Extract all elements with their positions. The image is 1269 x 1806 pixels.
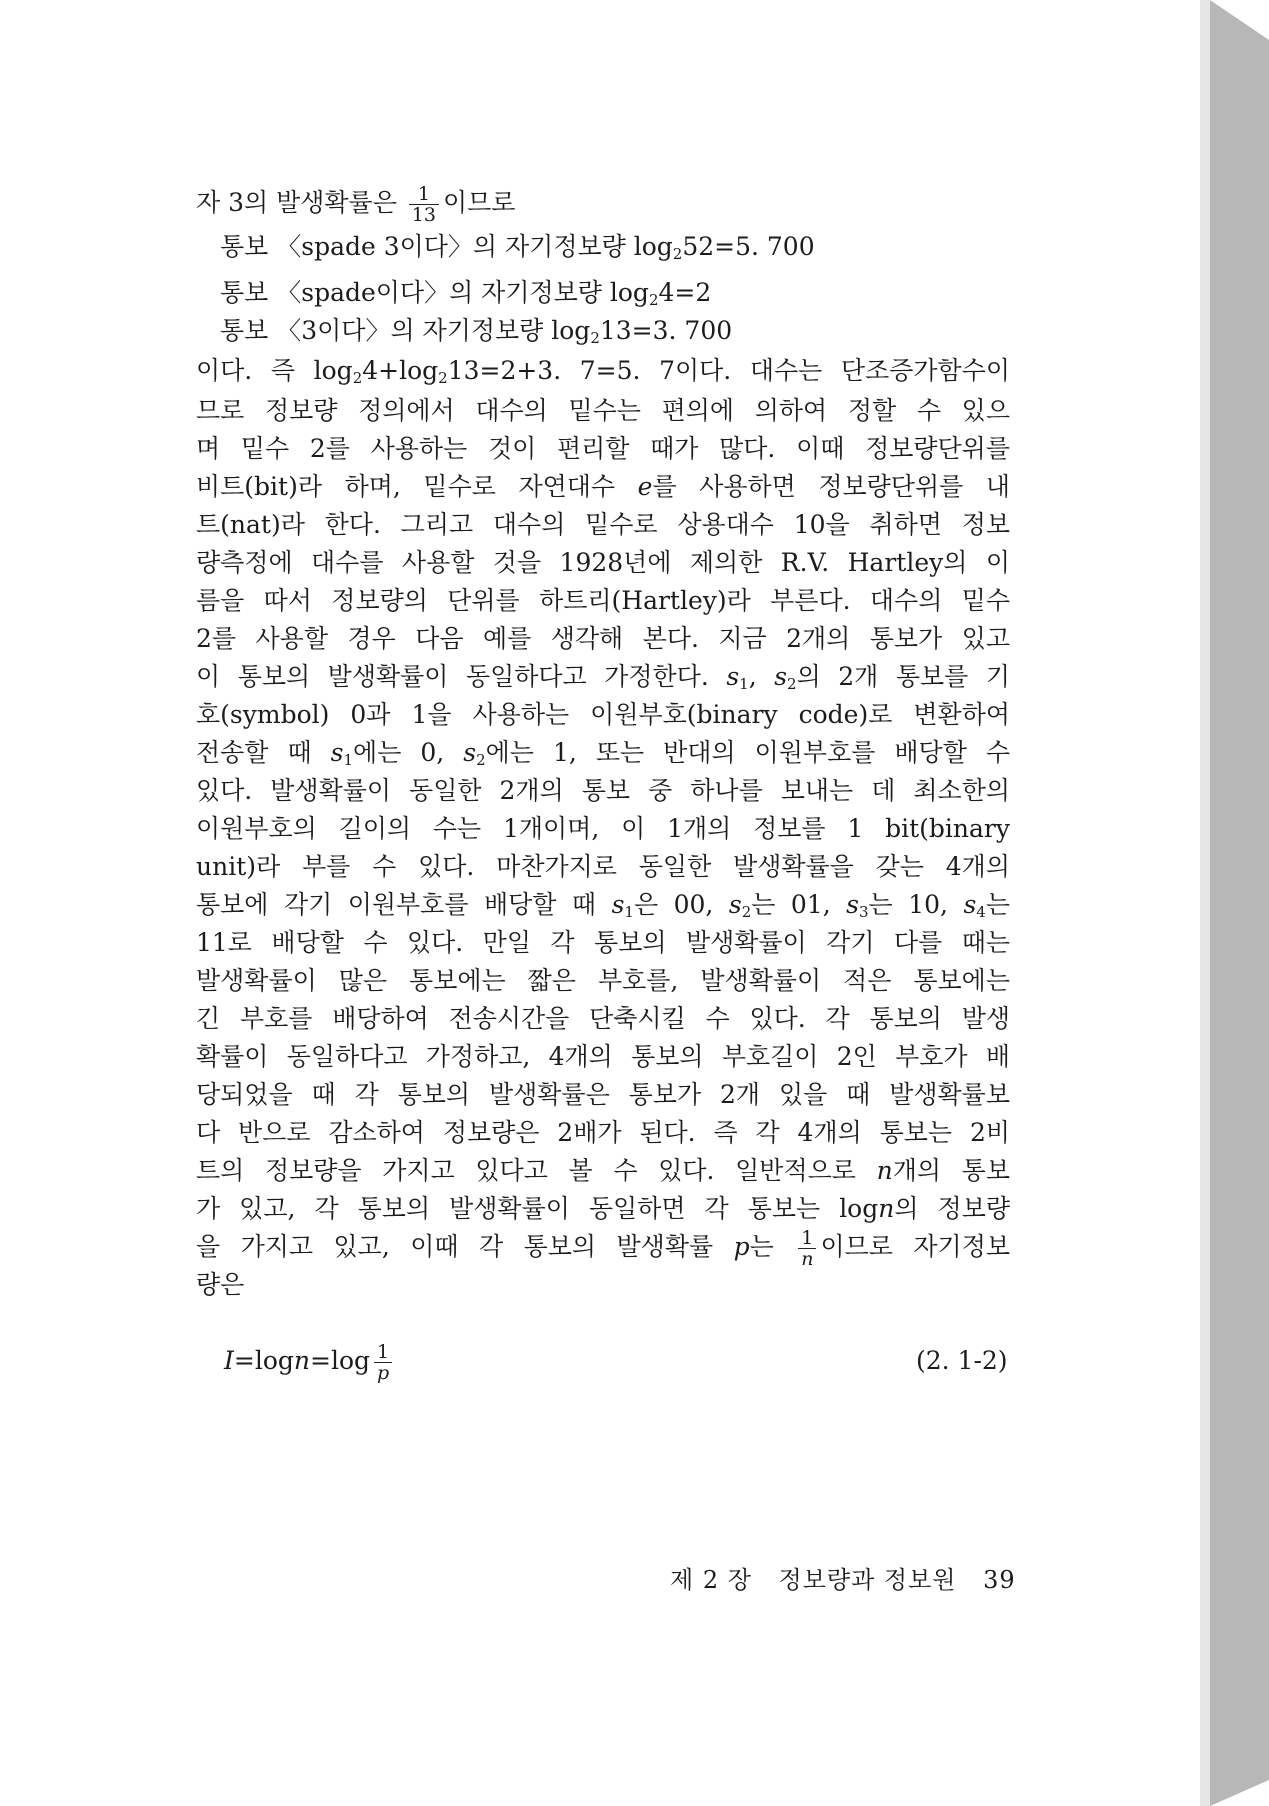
text-run: 이므로 자기정보 — [820, 1232, 1010, 1261]
math-variable: s — [611, 890, 625, 919]
paragraph-line: 발생확률이 많은 통보에는 짧은 부호를, 발생확률이 적은 통보에는 — [196, 966, 1010, 995]
fraction-numerator: 1 — [377, 1341, 390, 1363]
edge-highlight — [1200, 0, 1210, 1806]
text-run: , — [748, 662, 775, 691]
text-run: 는 — [985, 890, 1010, 919]
math-variable: n — [293, 1346, 310, 1375]
info-value: 13=3. 700 — [599, 316, 733, 345]
text-run: 에는 1, 또는 반대의 이원부호를 배당할 수 — [485, 738, 1011, 767]
log-base: 2 — [672, 245, 683, 263]
subscript: 3 — [859, 903, 869, 921]
math-variable: s — [726, 662, 740, 691]
text-run: 통보에 각기 이원부호를 배당할 때 — [196, 890, 612, 919]
paragraph-line: 2를 사용할 경우 다음 예를 생각해 본다. 지금 2개의 통보가 있고 — [196, 624, 1011, 653]
paragraph-line: 므로 정보량 정의에서 대수의 밑수는 편의에 의하여 정할 수 있으 — [196, 396, 1010, 425]
info-line-2 — [220, 272, 711, 314]
text-run: 에는 0, — [353, 738, 464, 767]
fraction-1-p — [374, 1342, 392, 1383]
paragraph-line: unit)라 부를 수 있다. 마찬가지로 동일한 발생확률을 갖는 4개의 — [196, 852, 1010, 881]
info-text: 통보 〈spade 3이다〉의 자기정보량 log — [220, 232, 673, 261]
subscript: 2 — [787, 675, 797, 693]
subscript: 1 — [343, 751, 354, 769]
paragraph-line — [196, 732, 1010, 774]
math-variable: s — [963, 890, 977, 919]
equation — [224, 1340, 396, 1383]
info-value: 4=2 — [658, 278, 712, 307]
fraction-1-n — [798, 1228, 816, 1269]
log-base: 2 — [590, 329, 600, 347]
subscript: 2 — [741, 903, 752, 921]
paragraph-line: 당되었을 때 각 통보의 발생확률은 통보가 2개 있을 때 발생확률보 — [196, 1080, 1010, 1109]
paragraph-line: 량측정에 대수를 사용할 것을 1928년에 제의한 R.V. Hartley의 이 — [196, 548, 1010, 577]
paragraph-line — [196, 1226, 1010, 1269]
math-variable: s — [846, 890, 859, 919]
chapter-label: 제 2 장 — [670, 1566, 752, 1594]
paragraph-line: 다 반으로 감소하여 정보량은 2배가 된다. 즉 각 4개의 통보는 2비 — [196, 1118, 1010, 1147]
log-base: 2 — [438, 369, 448, 387]
info-line-1 — [220, 226, 815, 268]
text-run: 의 정보량 — [894, 1194, 1010, 1223]
paragraph-line — [196, 1188, 1010, 1230]
math-variable: s — [728, 890, 742, 919]
info-text: 통보 〈3이다〉의 자기정보량 log — [220, 316, 591, 345]
math-variable: n — [876, 1156, 893, 1185]
paragraph-line: 확률이 동일하다고 가정하고, 4개의 통보의 부호길이 2인 부호가 배 — [196, 1042, 1010, 1071]
text-run: 13=2+3. 7=5. 7이다. 대수는 단조증가함수이 — [447, 356, 1010, 385]
math-variable: n — [878, 1194, 895, 1223]
paragraph-line: 있다. 발생확률이 동일한 2개의 통보 중 하나를 보내는 데 최소한의 — [196, 776, 1010, 805]
text-run: 4+log — [362, 356, 439, 385]
paragraph-line: 트(nat)라 한다. 그리고 대수의 밑수로 상용대수 10을 취하면 정보 — [196, 510, 1010, 539]
text-run: 의 2개 통보를 기 — [796, 662, 1010, 691]
paragraph-line: 이원부호의 길이의 수는 1개이며, 이 1개의 정보를 1 bit(binary — [196, 814, 1010, 843]
paragraph-line — [196, 1150, 1010, 1192]
text-run: =log — [233, 1346, 294, 1375]
text-run: 이 통보의 발생확률이 동일하다고 가정한다. — [196, 662, 727, 691]
text-run: =log — [310, 1346, 370, 1375]
info-value: 52=5. 700 — [682, 232, 815, 261]
fraction-denominator: p — [374, 1362, 392, 1383]
text-run: 는 — [749, 1232, 795, 1261]
math-variable: I — [224, 1346, 234, 1375]
paragraph-line — [196, 350, 1010, 392]
subscript: 1 — [624, 903, 634, 921]
subscript: 1 — [739, 675, 749, 693]
paragraph-line: 호(symbol) 0과 1을 사용하는 이원부호(binary code)로 변환하여 — [196, 700, 1010, 729]
paragraph-line — [196, 466, 1010, 508]
fraction-numerator: 1 — [801, 1227, 814, 1249]
text-run: 를 사용하면 정보량단위를 내 — [652, 472, 1010, 501]
text-run: 가 있고, 각 통보의 발생확률이 동일하면 각 통보는 log — [196, 1194, 879, 1223]
text-run: 이다. 즉 log — [196, 356, 353, 385]
log-base: 2 — [352, 369, 363, 387]
fraction-numerator: 1 — [417, 183, 430, 205]
paragraph-line: 름을 따서 정보량의 단위를 하트리(Hartley)라 부른다. 대수의 밑수 — [196, 586, 1010, 615]
info-line-3 — [220, 310, 732, 352]
math-variable: e — [637, 472, 653, 501]
text-run: 는 01, — [751, 890, 847, 919]
text-run: 개의 통보 — [892, 1156, 1010, 1185]
fraction-denominator: n — [798, 1248, 816, 1269]
paragraph-line: 며 밑수 2를 사용하는 것이 편리할 때가 많다. 이때 정보량단위를 — [196, 434, 1010, 463]
text-run: 을 가지고 있고, 이때 각 통보의 발생확률 — [196, 1232, 734, 1261]
math-variable: s — [774, 662, 788, 691]
paragraph-line: 량은 — [196, 1270, 245, 1299]
text-run: 는 10, — [868, 890, 964, 919]
info-text: 통보 〈spade이다〉의 자기정보량 log — [220, 278, 649, 307]
chapter-title: 정보량과 정보원 — [778, 1566, 957, 1594]
subscript: 4 — [976, 903, 986, 921]
intro-suffix: 이므로 — [442, 188, 516, 217]
equation-number: (2. 1-2) — [916, 1346, 1008, 1375]
running-footer — [670, 1560, 1016, 1595]
text-run: 트의 정보량을 가지고 있다고 볼 수 있다. 일반적으로 — [196, 1156, 877, 1185]
log-base: 2 — [648, 291, 659, 309]
fraction-denominator: 13 — [409, 204, 439, 225]
paragraph-line: 11로 배당할 수 있다. 만일 각 통보의 발생확률이 각기 다를 때는 — [196, 928, 1010, 957]
intro-line — [196, 182, 515, 225]
paragraph-line — [196, 884, 1010, 926]
math-variable: p — [733, 1232, 750, 1261]
intro-prefix: 자 3의 발생확률은 — [196, 188, 405, 217]
math-variable: s — [330, 738, 344, 767]
text-run: 비트(bit)라 하며, 밑수로 자연대수 — [196, 472, 638, 501]
page-number: 39 — [983, 1566, 1016, 1594]
fraction-1-13 — [409, 184, 439, 225]
subscript: 2 — [476, 751, 486, 769]
math-variable: s — [463, 738, 477, 767]
text-run: 은 00, — [633, 890, 729, 919]
edge-shadow — [1200, 0, 1269, 1806]
paragraph-line: 긴 부호를 배당하여 전송시간을 단축시킬 수 있다. 각 통보의 발생 — [196, 1004, 1010, 1033]
text-run: 전송할 때 — [196, 738, 331, 767]
paragraph-line — [196, 656, 1010, 698]
page-stack-edge — [1200, 0, 1269, 1806]
